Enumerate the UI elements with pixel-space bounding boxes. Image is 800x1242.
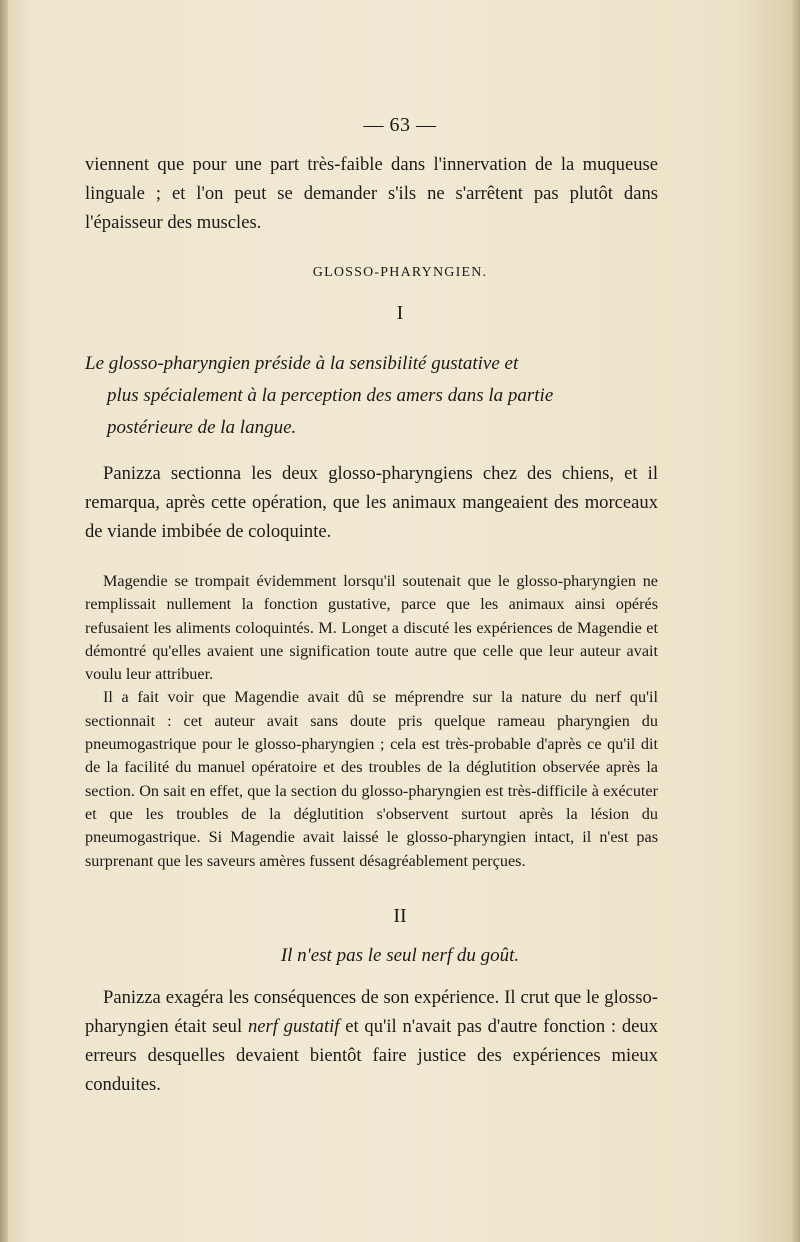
- part2-paragraph: [85, 983, 658, 1099]
- page-edge: [792, 0, 800, 1242]
- thesis-line-3: postérieure de la langue.: [107, 417, 297, 438]
- part2-numeral: II: [393, 905, 407, 927]
- section-title: GLOSSO-PHARYNGIEN.: [312, 265, 488, 280]
- page-spine-shadow: [0, 0, 8, 1242]
- page-number: — 63 —: [363, 114, 437, 136]
- thesis-line-1: Le glosso-pharyngien préside à la sensibilité gustative et: [85, 353, 519, 374]
- intro-paragraph: viennent que pour une part très-faible dans l'innervation de la muqueuse linguale ; et l'on peut se demander s'ils ne s'arrêtent pas plutôt dans l'épaisseur des muscles.: [85, 154, 658, 233]
- part1-paragraph: Panizza sectionna les deux glosso-pharyngiens chez des chiens, et il remarqua, après cette opération, que les animaux mangeaient des morceaux de viande imbibée de coloquinte.: [85, 463, 658, 542]
- part1-paragraph-block: [85, 459, 658, 546]
- part2-heading: Il n'est pas le seul nerf du goût.: [280, 945, 520, 966]
- intro-block: [85, 150, 658, 237]
- part1-numeral: I: [396, 302, 404, 324]
- part2-paragraph-start: Panizza exagéra les conséquences de son expérience. Il crut que le glosso-pharyngien était seul: [85, 987, 658, 1037]
- part1-note-2: Il a fait voir que Magendie avait dû se méprendre sur la nature du nerf qu'il sectionnait : cet auteur avait sans doute pris quelque rameau pharyngien du pneumogastrique pour le glosso-pharyngien ; cela est très-probable d'après ce qu'il dit de la facilité du manuel opératoire et des troubles de la déglutition observée après la section. On sait en effet, que la section du glosso-pharyngien est très-difficile à exécuter et que les troubles de la déglutition s'observent surtout après la lésion du pneumogastrique. Si Magendie avait laissé le glosso-pharyngien intact, il n'est pas surprenant que les saveurs amères fussent désagréablement perçues.: [85, 688, 658, 870]
- part1-thesis-text: [85, 348, 665, 444]
- part1-note-1: Magendie se trompait évidemment lorsqu'il soutenait que le glosso-pharyngien ne remplissait nullement la fonction gustative, parce que les animaux ainsi opérés refusaient les aliments coloquintés. M. Longet a discuté les expériences de Magendie et démontré qu'elles avaient une signification toute autre que celle que leur auteur avait voulu leur attribuer.: [85, 572, 658, 684]
- thesis-line-2: plus spécialement à la perception des amers dans la partie: [107, 385, 554, 406]
- part2-paragraph-block: [85, 983, 658, 1099]
- part1-thesis: [85, 348, 665, 444]
- part1-notes-block: [85, 570, 658, 873]
- part2-paragraph-end: et qu'il n'avait pas d'autre fonction : deux erreurs desquelles devaient bientôt faire justice des expériences mieux conduites.: [85, 1016, 658, 1095]
- part2-paragraph-emphasis: nerf gustatif: [247, 1016, 340, 1037]
